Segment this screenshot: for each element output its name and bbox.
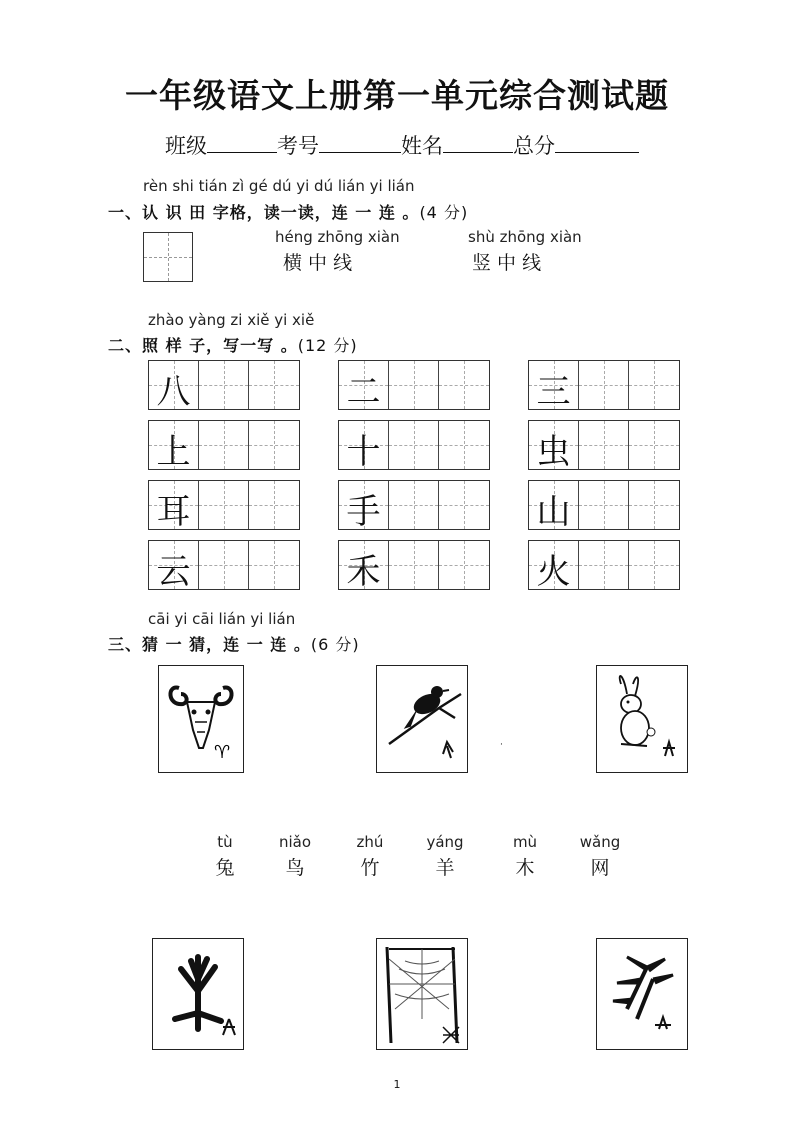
total-label: 总分 [513, 134, 555, 158]
writing-cell[interactable] [629, 421, 679, 469]
word-option-hanzi: 羊 [435, 857, 455, 879]
writing-grid-row [338, 420, 490, 470]
writing-cell[interactable] [389, 421, 439, 469]
exam-no-field[interactable] [319, 132, 401, 153]
goat-picture[interactable] [158, 665, 244, 773]
writing-grid-row [528, 420, 680, 470]
writing-grid-row [338, 540, 490, 590]
bamboo-icon [597, 939, 687, 1049]
writing-cell[interactable] [389, 361, 439, 409]
writing-cell[interactable] [199, 421, 249, 469]
word-option-pinyin: mù [512, 833, 538, 851]
net-icon [377, 939, 467, 1049]
word-option[interactable] [410, 833, 480, 880]
class-field[interactable] [207, 132, 277, 153]
word-option-pinyin: niǎo [278, 833, 312, 851]
section1-heading-text: 一、认 识 田 字格，读一读，连 一 连 。 [108, 203, 420, 222]
word-option-hanzi: 竹 [360, 857, 380, 879]
writing-cell[interactable] [579, 421, 629, 469]
model-char: 禾 [346, 552, 381, 592]
tree-picture[interactable] [152, 938, 244, 1050]
word-option[interactable] [335, 833, 405, 880]
bird-icon [377, 666, 467, 772]
bamboo-picture[interactable] [596, 938, 688, 1050]
name-label: 姓名 [401, 134, 443, 158]
model-char: 八 [156, 372, 191, 412]
word-option-pinyin: zhú [356, 833, 384, 851]
total-field[interactable] [555, 132, 639, 153]
model-char-cell [149, 481, 199, 532]
writing-cell[interactable] [199, 541, 249, 589]
model-char-cell [529, 541, 579, 592]
writing-cell[interactable] [579, 481, 629, 529]
writing-cell[interactable] [439, 361, 489, 409]
section2-heading [108, 333, 358, 356]
model-char: 耳 [156, 492, 191, 532]
model-char-cell [339, 361, 389, 412]
svg-text:♈: ♈ [214, 742, 231, 763]
section1-heading [108, 200, 468, 223]
model-char-cell [339, 421, 389, 472]
word-option-hanzi: 木 [515, 857, 535, 879]
word-option[interactable] [565, 833, 635, 880]
model-char: 三 [536, 372, 571, 412]
writing-grid-row [528, 480, 680, 530]
writing-cell[interactable] [629, 481, 679, 529]
model-char-cell [529, 481, 579, 532]
model-char-cell [529, 361, 579, 412]
left-word-pinyin: héng zhōng xiàn [275, 228, 400, 246]
name-field[interactable] [443, 132, 513, 153]
section3-heading-text: 三、猜 一 猜，连 一 连 。 [108, 635, 311, 654]
word-option[interactable] [190, 833, 260, 880]
net-picture[interactable] [376, 938, 468, 1050]
section2-heading-text: 二、照 样 子，写一写 。 [108, 336, 298, 355]
model-char-cell [339, 481, 389, 532]
model-char: 十 [346, 432, 381, 472]
rabbit-picture[interactable] [596, 665, 688, 773]
stray-mark: · [500, 740, 503, 750]
student-info-line [165, 130, 639, 160]
word-option-pinyin: tù [217, 833, 233, 851]
writing-cell[interactable] [579, 361, 629, 409]
model-char-cell [529, 421, 579, 472]
goat-icon [159, 666, 243, 772]
bird-picture[interactable] [376, 665, 468, 773]
writing-cell[interactable] [249, 421, 299, 469]
word-option-hanzi: 鸟 [285, 857, 305, 879]
model-char: 上 [156, 432, 191, 472]
writing-cell[interactable] [199, 361, 249, 409]
section2-points: (12 分) [297, 336, 358, 355]
writing-grid-row [338, 360, 490, 410]
writing-cell[interactable] [249, 361, 299, 409]
writing-cell[interactable] [389, 481, 439, 529]
writing-cell[interactable] [199, 481, 249, 529]
left-word[interactable]: 横 中 线 [283, 252, 353, 274]
writing-grid-row [148, 540, 300, 590]
writing-cell[interactable] [439, 481, 489, 529]
writing-grid-row [528, 540, 680, 590]
writing-grid-row [148, 480, 300, 530]
tree-icon [153, 939, 243, 1049]
exam-no-label: 考号 [277, 134, 319, 158]
word-option[interactable] [260, 833, 330, 880]
writing-cell[interactable] [249, 541, 299, 589]
section1-pinyin: rèn shi tián zì gé dú yi dú lián yi lián [143, 177, 415, 195]
writing-cell[interactable] [439, 541, 489, 589]
writing-cell[interactable] [629, 361, 679, 409]
writing-cell[interactable] [389, 541, 439, 589]
writing-cell[interactable] [439, 421, 489, 469]
section3-heading [108, 632, 360, 655]
word-option[interactable] [490, 833, 560, 880]
section2-pinyin: zhào yàng zi xiě yi xiě [148, 311, 315, 329]
model-char: 云 [156, 552, 191, 592]
tianzige-grid [143, 232, 193, 282]
model-char-cell [339, 541, 389, 592]
model-char: 虫 [536, 432, 571, 472]
rabbit-icon [597, 666, 687, 772]
model-char: 山 [536, 492, 571, 532]
model-char-cell [149, 421, 199, 472]
writing-grid-row [148, 360, 300, 410]
right-word[interactable]: 竖 中 线 [472, 252, 542, 274]
writing-cell[interactable] [579, 541, 629, 589]
model-char-cell [149, 361, 199, 412]
writing-cell[interactable] [629, 541, 679, 589]
word-option-hanzi: 兔 [215, 857, 235, 879]
section3-pinyin: cāi yi cāi lián yi lián [148, 610, 296, 628]
word-option-pinyin: wǎng [579, 833, 621, 851]
page-number: 1 [393, 1078, 401, 1091]
word-option-hanzi: 网 [590, 857, 610, 879]
class-label: 班级 [165, 134, 207, 158]
right-word-pinyin: shù zhōng xiàn [468, 228, 582, 246]
page-title: 一年级语文上册第一单元综合测试题 [125, 76, 669, 115]
writing-grid-row [338, 480, 490, 530]
model-char-cell [149, 541, 199, 592]
section1-points: (4 分) [419, 203, 469, 222]
model-char: 火 [536, 552, 571, 592]
model-char: 二 [346, 372, 381, 412]
section3-points: (6 分) [310, 635, 360, 654]
writing-cell[interactable] [249, 481, 299, 529]
model-char: 手 [346, 492, 381, 532]
writing-grid-row [148, 420, 300, 470]
writing-grid-row [528, 360, 680, 410]
word-option-pinyin: yáng [426, 833, 464, 851]
